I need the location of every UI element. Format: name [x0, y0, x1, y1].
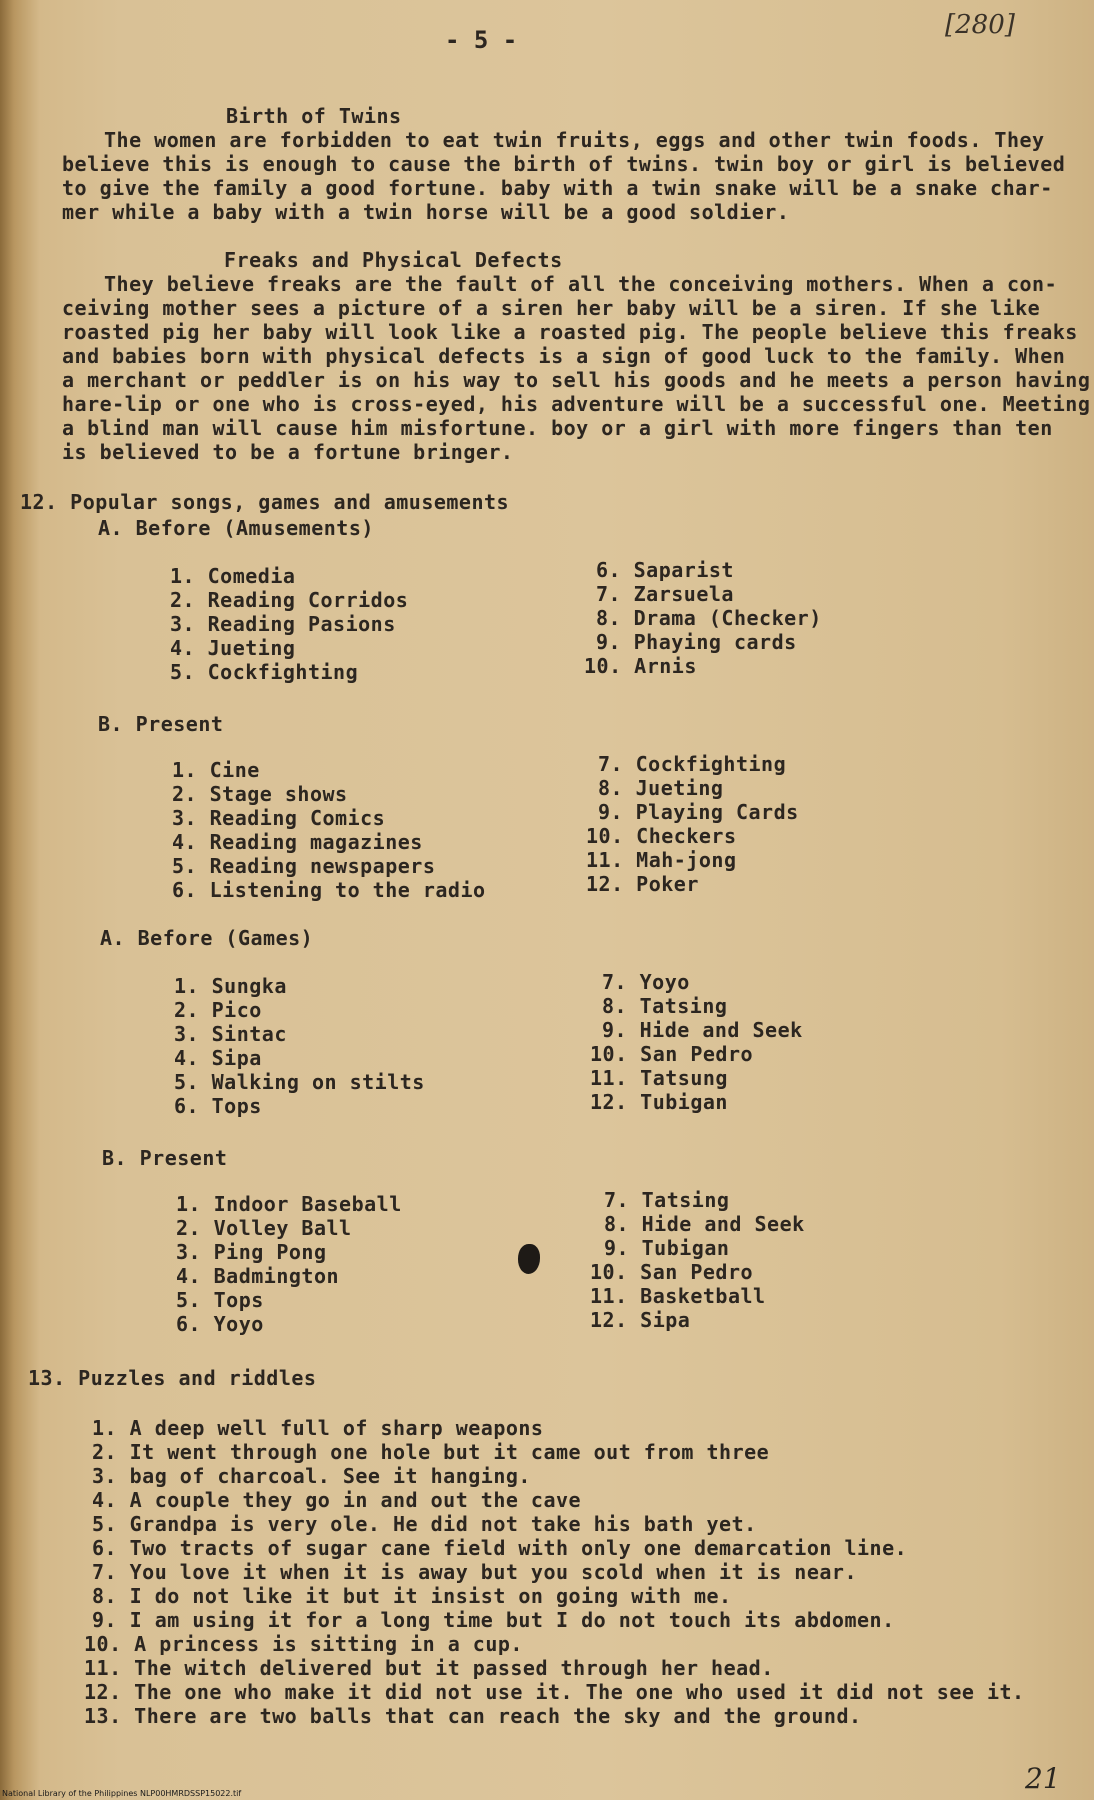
list-item: 3. Reading Pasions — [170, 612, 396, 636]
list-item: 8. Tatsing — [602, 994, 728, 1018]
handwritten-page-number: 21 — [1025, 1762, 1061, 1795]
list-item: 1. Sungka — [174, 974, 287, 998]
freaks-line: hare-lip or one who is cross-eyed, his adventure will be a successful one. Meeting — [62, 392, 1091, 416]
list-item: 6. Listening to the radio — [172, 878, 486, 902]
list-item: 2. Volley Ball — [176, 1216, 352, 1240]
list-item: 10. Checkers — [586, 824, 737, 848]
riddle-item: 10. A princess is sitting in a cup. — [84, 1632, 523, 1656]
list-item: 12. Poker — [586, 872, 699, 896]
twins-line: mer while a baby with a twin horse will be a good soldier. — [62, 200, 790, 224]
list-item: 4. Badmington — [176, 1264, 340, 1288]
list-item: 6. Yoyo — [176, 1312, 264, 1336]
list-item: 5. Tops — [176, 1288, 264, 1312]
section-13-heading: 13. Puzzles and riddles — [28, 1366, 317, 1390]
riddle-item: 11. The witch delivered but it passed through her head. — [84, 1656, 774, 1680]
freaks-line: They believe freaks are the fault of all the conceiving mothers. When a con- — [104, 272, 1058, 296]
list-item: 9. Phaying cards — [596, 630, 797, 654]
list-item: 6. Tops — [174, 1094, 262, 1118]
list-item: 1. Cine — [172, 758, 260, 782]
list-item: 11. Tatsung — [590, 1066, 728, 1090]
twins-line: The women are forbidden to eat twin fruits, eggs and other twin foods. They — [104, 128, 1045, 152]
list-item: 2. Reading Corridos — [170, 588, 409, 612]
twins-heading: Birth of Twins — [226, 104, 402, 128]
riddle-item: 13. There are two balls that can reach the sky and the ground. — [84, 1704, 862, 1728]
list-item: 8. Drama (Checker) — [596, 606, 822, 630]
freaks-line: roasted pig her baby will look like a roasted pig. The people believe this freaks — [62, 320, 1078, 344]
list-item: 4. Jueting — [170, 636, 296, 660]
list-item: 5. Reading newspapers — [172, 854, 436, 878]
list-item: 12. Tubigan — [590, 1090, 728, 1114]
list-item: 11. Basketball — [590, 1284, 766, 1308]
list-item: 5. Cockfighting — [170, 660, 359, 684]
list-item: 9. Playing Cards — [598, 800, 799, 824]
amusements-before-heading: A. Before (Amusements) — [98, 516, 374, 540]
list-item: 1. Indoor Baseball — [176, 1192, 402, 1216]
list-item: 9. Hide and Seek — [602, 1018, 803, 1042]
list-item: 2. Pico — [174, 998, 262, 1022]
riddle-item: 7. You love it when it is away but you scold when it is near. — [92, 1560, 858, 1584]
list-item: 5. Walking on stilts — [174, 1070, 425, 1094]
riddle-item: 1. A deep well full of sharp weapons — [92, 1416, 544, 1440]
riddle-item: 3. bag of charcoal. See it hanging. — [92, 1464, 531, 1488]
list-item: 10. San Pedro — [590, 1042, 754, 1066]
riddle-item: 6. Two tracts of sugar cane field with only one demarcation line. — [92, 1536, 908, 1560]
list-item: 3. Sintac — [174, 1022, 287, 1046]
archive-footer: National Library of the Philippines NLP00HMRDSSP15022.tif — [2, 1789, 242, 1798]
list-item: 4. Reading magazines — [172, 830, 423, 854]
freaks-line: a blind man will cause him misfortune. boy or a girl with more fingers than ten — [62, 416, 1053, 440]
archive-number: [280] — [945, 10, 1015, 40]
list-item: 3. Reading Comics — [172, 806, 386, 830]
list-item: 8. Hide and Seek — [604, 1212, 805, 1236]
freaks-heading: Freaks and Physical Defects — [224, 248, 563, 272]
riddle-item: 9. I am using it for a long time but I do not touch its abdomen. — [92, 1608, 895, 1632]
riddle-item: 4. A couple they go in and out the cave — [92, 1488, 582, 1512]
freaks-line: and babies born with physical defects is a sign of good luck to the family. When — [62, 344, 1066, 368]
freaks-line: is believed to be a fortune bringer. — [62, 440, 514, 464]
list-item: 7. Cockfighting — [598, 752, 787, 776]
list-item: 8. Jueting — [598, 776, 724, 800]
freaks-line: ceiving mother sees a picture of a siren her baby will be a siren. If she like — [62, 296, 1041, 320]
riddle-item: 5. Grandpa is very ole. He did not take his bath yet. — [92, 1512, 757, 1536]
ink-blot — [518, 1244, 540, 1274]
riddle-item: 8. I do not like it but it insist on going with me. — [92, 1584, 732, 1608]
list-item: 2. Stage shows — [172, 782, 348, 806]
list-item: 10. San Pedro — [590, 1260, 754, 1284]
list-item: 10. Arnis — [584, 654, 697, 678]
list-item: 7. Tatsing — [604, 1188, 730, 1212]
list-item: 3. Ping Pong — [176, 1240, 327, 1264]
twins-line: believe this is enough to cause the birth of twins. twin boy or girl is believed — [62, 152, 1066, 176]
twins-line: to give the family a good fortune. baby with a twin snake will be a snake char- — [62, 176, 1053, 200]
games-present-heading: B. Present — [102, 1146, 228, 1170]
riddle-item: 2. It went through one hole but it came out from three — [92, 1440, 770, 1464]
section-12-heading: 12. Popular songs, games and amusements — [20, 490, 510, 514]
list-item: 4. Sipa — [174, 1046, 262, 1070]
list-item: 6. Saparist — [596, 558, 734, 582]
freaks-line: a merchant or peddler is on his way to sell his goods and he meets a person having — [62, 368, 1091, 392]
amusements-present-heading: B. Present — [98, 712, 224, 736]
list-item: 7. Yoyo — [602, 970, 690, 994]
list-item: 11. Mah-jong — [586, 848, 737, 872]
games-before-heading: A. Before (Games) — [100, 926, 314, 950]
list-item: 12. Sipa — [590, 1308, 691, 1332]
list-item: 7. Zarsuela — [596, 582, 734, 606]
page-number: - 5 - — [445, 26, 518, 54]
list-item: 1. Comedia — [170, 564, 296, 588]
riddle-item: 12. The one who make it did not use it. The one who used it did not see it. — [84, 1680, 1025, 1704]
list-item: 9. Tubigan — [604, 1236, 730, 1260]
